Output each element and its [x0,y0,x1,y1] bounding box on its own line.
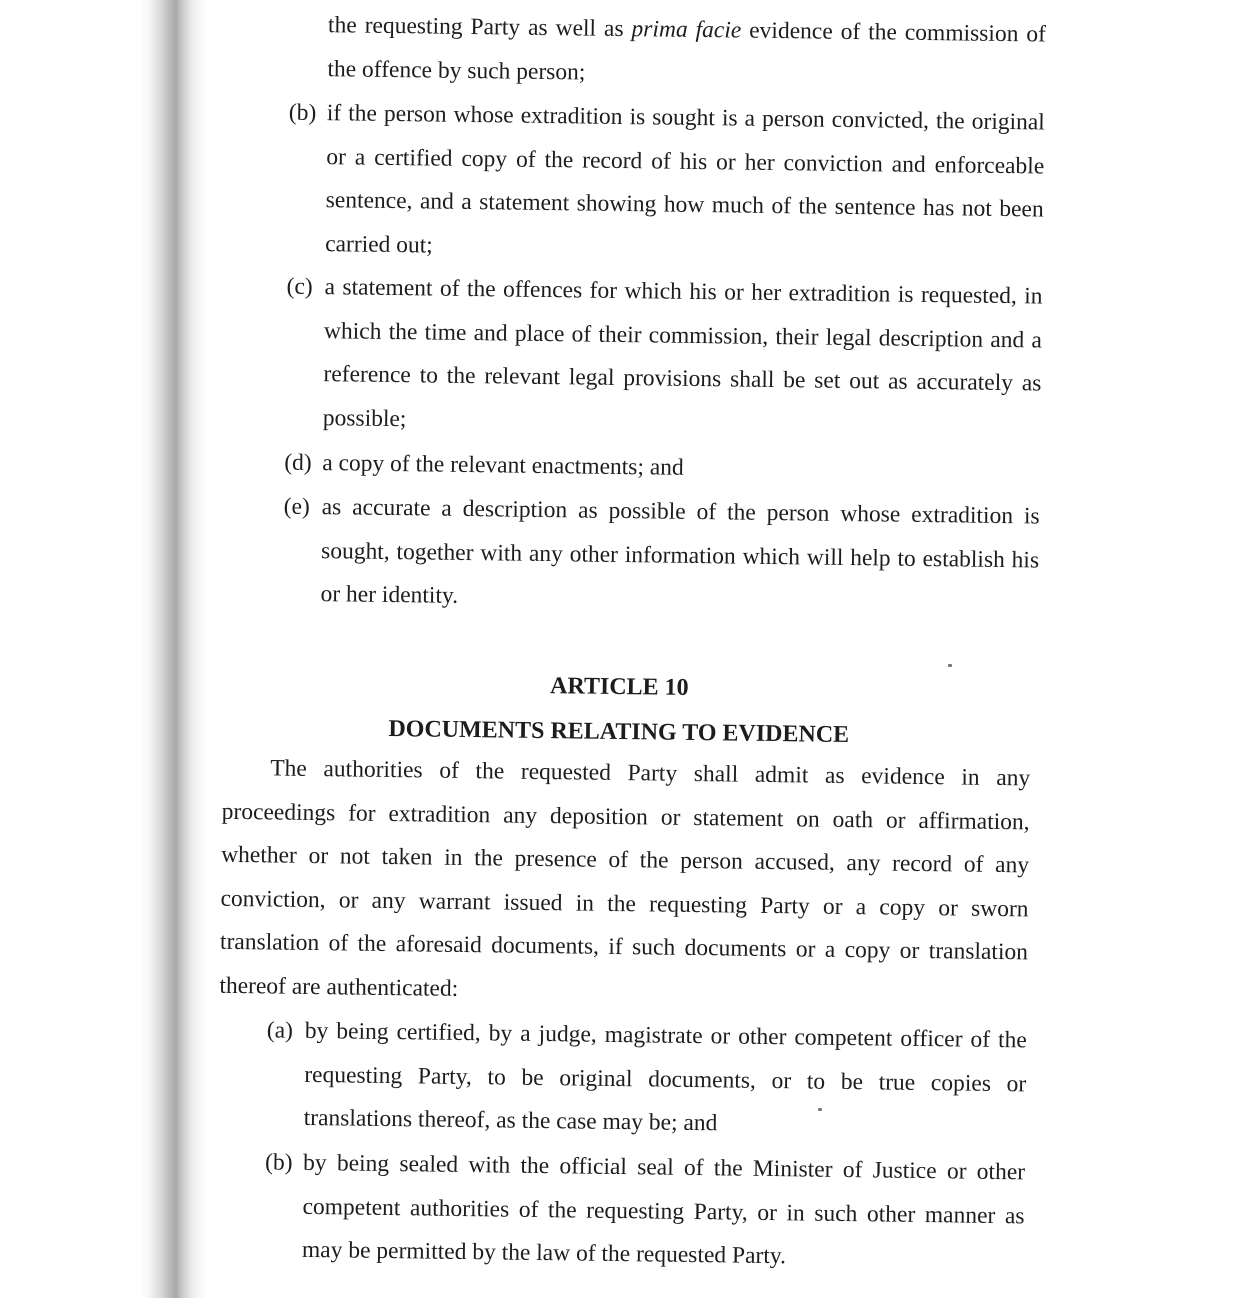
list-item-text: a copy of the relevant enactments; and [322,450,684,481]
clause-a-continuation [327,4,1046,100]
paragraph-text: The authorities of the requested Party shall admit as evidence in any proceedings for extradition any deposition or statement on oath or affirmation, whether or not taken in the presence of the person accused, any record of any conviction, or any warrant issued in the requesting Party or a copy or sworn translation of the aforesaid documents, if such documents or a copy or translation thereof are authenticated: [219,755,1031,1002]
list-marker: (a) [266,1017,294,1044]
list-item-text: a statement of the offences for which his or her extradition is requested, in which the time and place of their commission, their legal description and a reference to the relevant legal provisions shall be set out as accurately as possible; [322,274,1043,432]
clause-text-part: the requesting Party as well as [327,12,632,43]
scan-speck [818,1108,822,1111]
list-marker: (b) [264,1149,293,1176]
list-item-text: by being sealed with the official seal of the Minister of Justice or other competent authorities of the requesting Party, or in such other manner as may be permitted by the law of the requested Party. [301,1149,1026,1270]
list-marker: (b) [288,99,317,126]
clause-text-part: evidence of the commission of the offence by such person; [327,17,1047,85]
list-marker: (e) [283,493,310,520]
list-item [264,1142,1026,1282]
list-item [288,92,1045,275]
list-item [266,1010,1027,1150]
list-item [286,266,1043,449]
list-item-text: by being certified, by a judge, magistrate or other competent officer of the requesting Party, to be original documents, or to be true copies or translations thereof, as the case may be; and [303,1017,1027,1137]
list-item-text: as accurate a description as possible of the person whose extradition is sought, together with any other information which will help to establish his or her identity. [320,494,1040,609]
clause-italic-term: prima facie [631,16,742,44]
list-marker: (c) [286,273,313,300]
list-item [283,486,1040,626]
article-number: ARTICLE 10 [549,673,689,701]
list-marker: (d) [284,449,312,476]
article-title: DOCUMENTS RELATING TO EVIDENCE [388,715,850,749]
scan-speck [948,664,952,667]
article-intro-paragraph [219,747,1030,1019]
list-item-text: if the person whose extradition is sought is a person convicted, the original or a certified copy of the record of his or her conviction and enforceable sentence, and a statement showing how much of the sentence has not been carried out; [324,100,1045,259]
